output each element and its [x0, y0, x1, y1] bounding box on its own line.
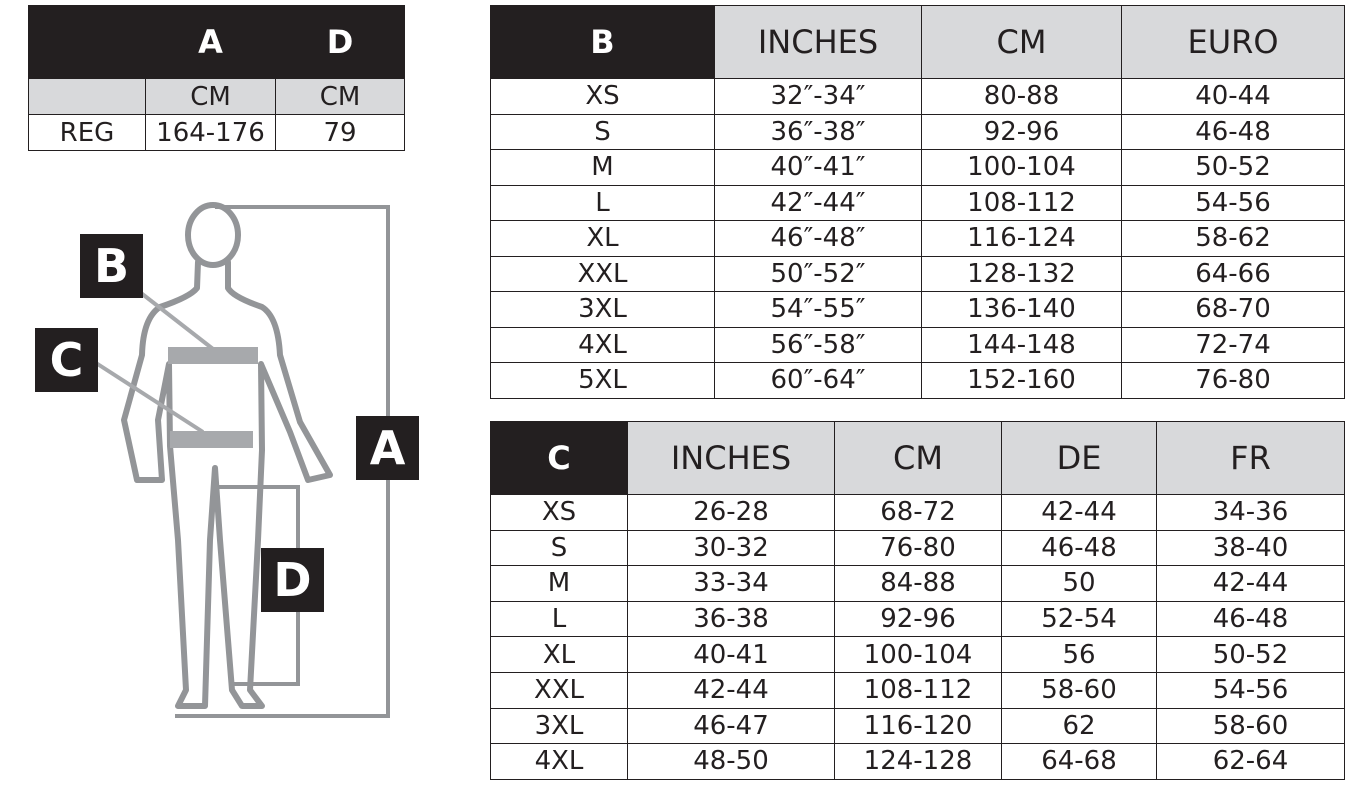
table-cell: 46-47	[628, 708, 835, 744]
table-cell: 40″-41″	[715, 150, 922, 186]
table-cell: 79	[276, 115, 405, 151]
table-cell: 100-104	[922, 150, 1122, 186]
label-a-badge: A	[356, 416, 419, 480]
size-cell: XXL	[491, 256, 715, 292]
table-cell: 36-38	[628, 601, 835, 637]
size-cell: S	[491, 530, 628, 566]
table-cell: 58-60	[1157, 708, 1345, 744]
table-cell: 56	[1002, 637, 1157, 673]
header-cell-cm: CM	[922, 6, 1122, 79]
table-row	[491, 601, 1345, 637]
table-cell: REG	[29, 115, 146, 151]
table-cell: 42-44	[1002, 495, 1157, 531]
waist-pointer-line	[96, 363, 203, 432]
table-cell: 50-52	[1122, 150, 1345, 186]
header-cell-inches: INCHES	[715, 6, 922, 79]
table-cell: 152-160	[922, 363, 1122, 399]
table-row	[491, 363, 1345, 399]
label-d-badge: D	[261, 548, 324, 612]
table-cell: 40-44	[1122, 79, 1345, 115]
table-row	[491, 530, 1345, 566]
table-cell: 46-48	[1122, 114, 1345, 150]
header-cell-a: A	[146, 6, 276, 79]
table-row	[491, 292, 1345, 328]
table-cell: 108-112	[922, 185, 1122, 221]
table-cell: 64-68	[1002, 744, 1157, 780]
table-cell: 54″-55″	[715, 292, 922, 328]
header-cell-c: C	[491, 422, 628, 495]
size-cell: XXL	[491, 672, 628, 708]
table-cell: 36″-38″	[715, 114, 922, 150]
table-cell: 62-64	[1157, 744, 1345, 780]
table-cell: 116-124	[922, 221, 1122, 257]
size-cell: L	[491, 185, 715, 221]
header-cell-de: DE	[1002, 422, 1157, 495]
table-c	[490, 421, 1345, 780]
size-cell: 3XL	[491, 292, 715, 328]
table-row	[491, 79, 1345, 115]
table-cell: 38-40	[1157, 530, 1345, 566]
table-row	[491, 221, 1345, 257]
table-row	[29, 115, 405, 151]
table-cell: 32″-34″	[715, 79, 922, 115]
table-row	[491, 637, 1345, 673]
table-cell: 48-50	[628, 744, 835, 780]
table-cell: 80-88	[922, 79, 1122, 115]
table-cell: 84-88	[835, 566, 1002, 602]
header-cell-fr: FR	[1157, 422, 1345, 495]
table-cell: 50″-52″	[715, 256, 922, 292]
header-cell-cm: CM	[835, 422, 1002, 495]
size-cell: XL	[491, 221, 715, 257]
size-cell: 4XL	[491, 744, 628, 780]
table-cell: 128-132	[922, 256, 1122, 292]
table-cell: 50-52	[1157, 637, 1345, 673]
table-row	[491, 744, 1345, 780]
table-cell: 72-74	[1122, 327, 1345, 363]
table-row	[491, 327, 1345, 363]
table-cell: 42-44	[1157, 566, 1345, 602]
unit-cell: CM	[146, 79, 276, 115]
table-cell: 40-41	[628, 637, 835, 673]
table-cell: 144-148	[922, 327, 1122, 363]
size-cell: 3XL	[491, 708, 628, 744]
table-cell: 108-112	[835, 672, 1002, 708]
table-cell: 52-54	[1002, 601, 1157, 637]
table-cell: 46″-48″	[715, 221, 922, 257]
label-c-badge: C	[35, 328, 98, 392]
table-cell: 76-80	[835, 530, 1002, 566]
table-c-header-row	[491, 422, 1345, 495]
header-cell-b: B	[491, 6, 715, 79]
table-cell: 58-60	[1002, 672, 1157, 708]
label-b-badge: B	[80, 234, 143, 298]
header-cell-euro: EURO	[1122, 6, 1345, 79]
table-cell: 42″-44″	[715, 185, 922, 221]
table-cell: 50	[1002, 566, 1157, 602]
table-b-header-row	[491, 6, 1345, 79]
table-row	[491, 256, 1345, 292]
table-cell: 60″-64″	[715, 363, 922, 399]
header-cell	[29, 6, 146, 79]
size-cell: 4XL	[491, 327, 715, 363]
size-cell: XL	[491, 637, 628, 673]
table-cell: 26-28	[628, 495, 835, 531]
header-cell-inches: INCHES	[628, 422, 835, 495]
table-cell: 34-36	[1157, 495, 1345, 531]
size-cell: XS	[491, 79, 715, 115]
table-cell: 58-62	[1122, 221, 1345, 257]
table-cell: 64-66	[1122, 256, 1345, 292]
table-a-d-unit-row	[29, 79, 405, 115]
table-cell: 54-56	[1122, 185, 1345, 221]
table-a-d	[28, 5, 405, 151]
table-cell: 46-48	[1157, 601, 1345, 637]
table-cell: 30-32	[628, 530, 835, 566]
table-b-body	[491, 79, 1345, 399]
table-cell: 56″-58″	[715, 327, 922, 363]
table-cell: 116-120	[835, 708, 1002, 744]
table-row	[491, 495, 1345, 531]
table-cell: 54-56	[1157, 672, 1345, 708]
table-cell: 164-176	[146, 115, 276, 151]
waist-band	[170, 431, 253, 448]
unit-cell	[29, 79, 146, 115]
table-a-d-header-row	[29, 6, 405, 79]
table-row	[491, 566, 1345, 602]
table-cell: 136-140	[922, 292, 1122, 328]
table-b	[490, 5, 1345, 399]
table-cell: 92-96	[922, 114, 1122, 150]
table-row	[491, 672, 1345, 708]
table-cell: 68-70	[1122, 292, 1345, 328]
table-cell: 46-48	[1002, 530, 1157, 566]
body-measurement-figure	[0, 150, 480, 790]
table-cell: 76-80	[1122, 363, 1345, 399]
header-cell-d: D	[276, 6, 405, 79]
table-cell: 92-96	[835, 601, 1002, 637]
unit-cell: CM	[276, 79, 405, 115]
table-cell: 124-128	[835, 744, 1002, 780]
table-c-body	[491, 495, 1345, 780]
table-cell: 68-72	[835, 495, 1002, 531]
table-row	[491, 114, 1345, 150]
size-cell: XS	[491, 495, 628, 531]
table-cell: 100-104	[835, 637, 1002, 673]
table-row	[491, 150, 1345, 186]
table-cell: 42-44	[628, 672, 835, 708]
table-row	[491, 708, 1345, 744]
size-cell: M	[491, 566, 628, 602]
size-cell: S	[491, 114, 715, 150]
table-cell: 33-34	[628, 566, 835, 602]
table-row	[491, 185, 1345, 221]
size-cell: 5XL	[491, 363, 715, 399]
size-cell: L	[491, 601, 628, 637]
size-cell: M	[491, 150, 715, 186]
table-cell: 62	[1002, 708, 1157, 744]
chest-band	[168, 347, 258, 364]
